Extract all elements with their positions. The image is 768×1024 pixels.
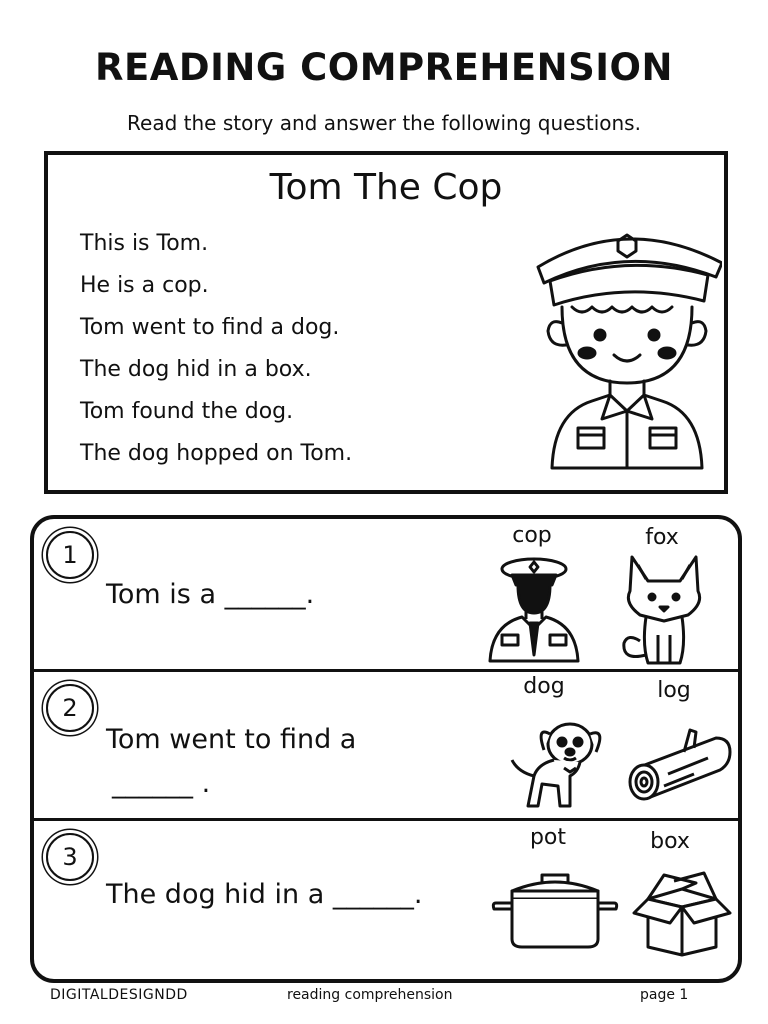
story-line: The dog hopped on Tom.: [80, 441, 353, 466]
option-label-box[interactable]: box: [650, 829, 690, 854]
option-label-cop[interactable]: cop: [512, 523, 552, 548]
cooking-pot-icon[interactable]: [490, 869, 620, 953]
cardboard-box-icon[interactable]: [630, 865, 734, 957]
story-line: This is Tom.: [80, 231, 209, 256]
question-number: 1: [46, 531, 94, 579]
story-line: Tom went to find a dog.: [80, 315, 340, 340]
police-officer-icon[interactable]: [486, 555, 582, 665]
instructions-text: Read the story and answer the following questions.: [127, 111, 641, 135]
question-row-3: [34, 818, 738, 982]
footer-brand: DIGITALDESIGNDD: [50, 987, 188, 1003]
question-text: The dog hid in a ______.: [106, 879, 423, 910]
fox-icon[interactable]: [618, 555, 710, 667]
puppy-icon[interactable]: [508, 716, 612, 812]
option-label-pot[interactable]: pot: [529, 825, 567, 850]
question-text-line-1: Tom went to find a: [106, 724, 357, 755]
question-text-line-2: ______ .: [112, 768, 211, 799]
worksheet-title: READING COMPREHENSION: [95, 46, 673, 89]
story-line: Tom found the dog.: [80, 399, 294, 424]
log-icon[interactable]: [624, 724, 734, 804]
questions-panel: [30, 515, 742, 983]
story-line: The dog hid in a box.: [80, 357, 312, 382]
story-box: [44, 151, 728, 494]
question-text: Tom is a ______.: [106, 579, 315, 610]
option-label-log[interactable]: log: [657, 678, 691, 703]
question-row-1: [34, 519, 738, 669]
question-row-2: [34, 669, 738, 818]
option-label-dog[interactable]: dog: [523, 674, 565, 699]
option-label-fox[interactable]: fox: [645, 525, 679, 550]
story-title: Tom The Cop: [269, 167, 503, 208]
story-line: He is a cop.: [80, 273, 209, 298]
question-number: 3: [46, 833, 94, 881]
footer-page-number: page 1: [640, 987, 689, 1003]
footer-subject: reading comprehension: [287, 987, 453, 1003]
police-officer-boy-icon: [532, 223, 722, 483]
story-lines: [80, 223, 352, 475]
question-number: 2: [46, 684, 94, 732]
